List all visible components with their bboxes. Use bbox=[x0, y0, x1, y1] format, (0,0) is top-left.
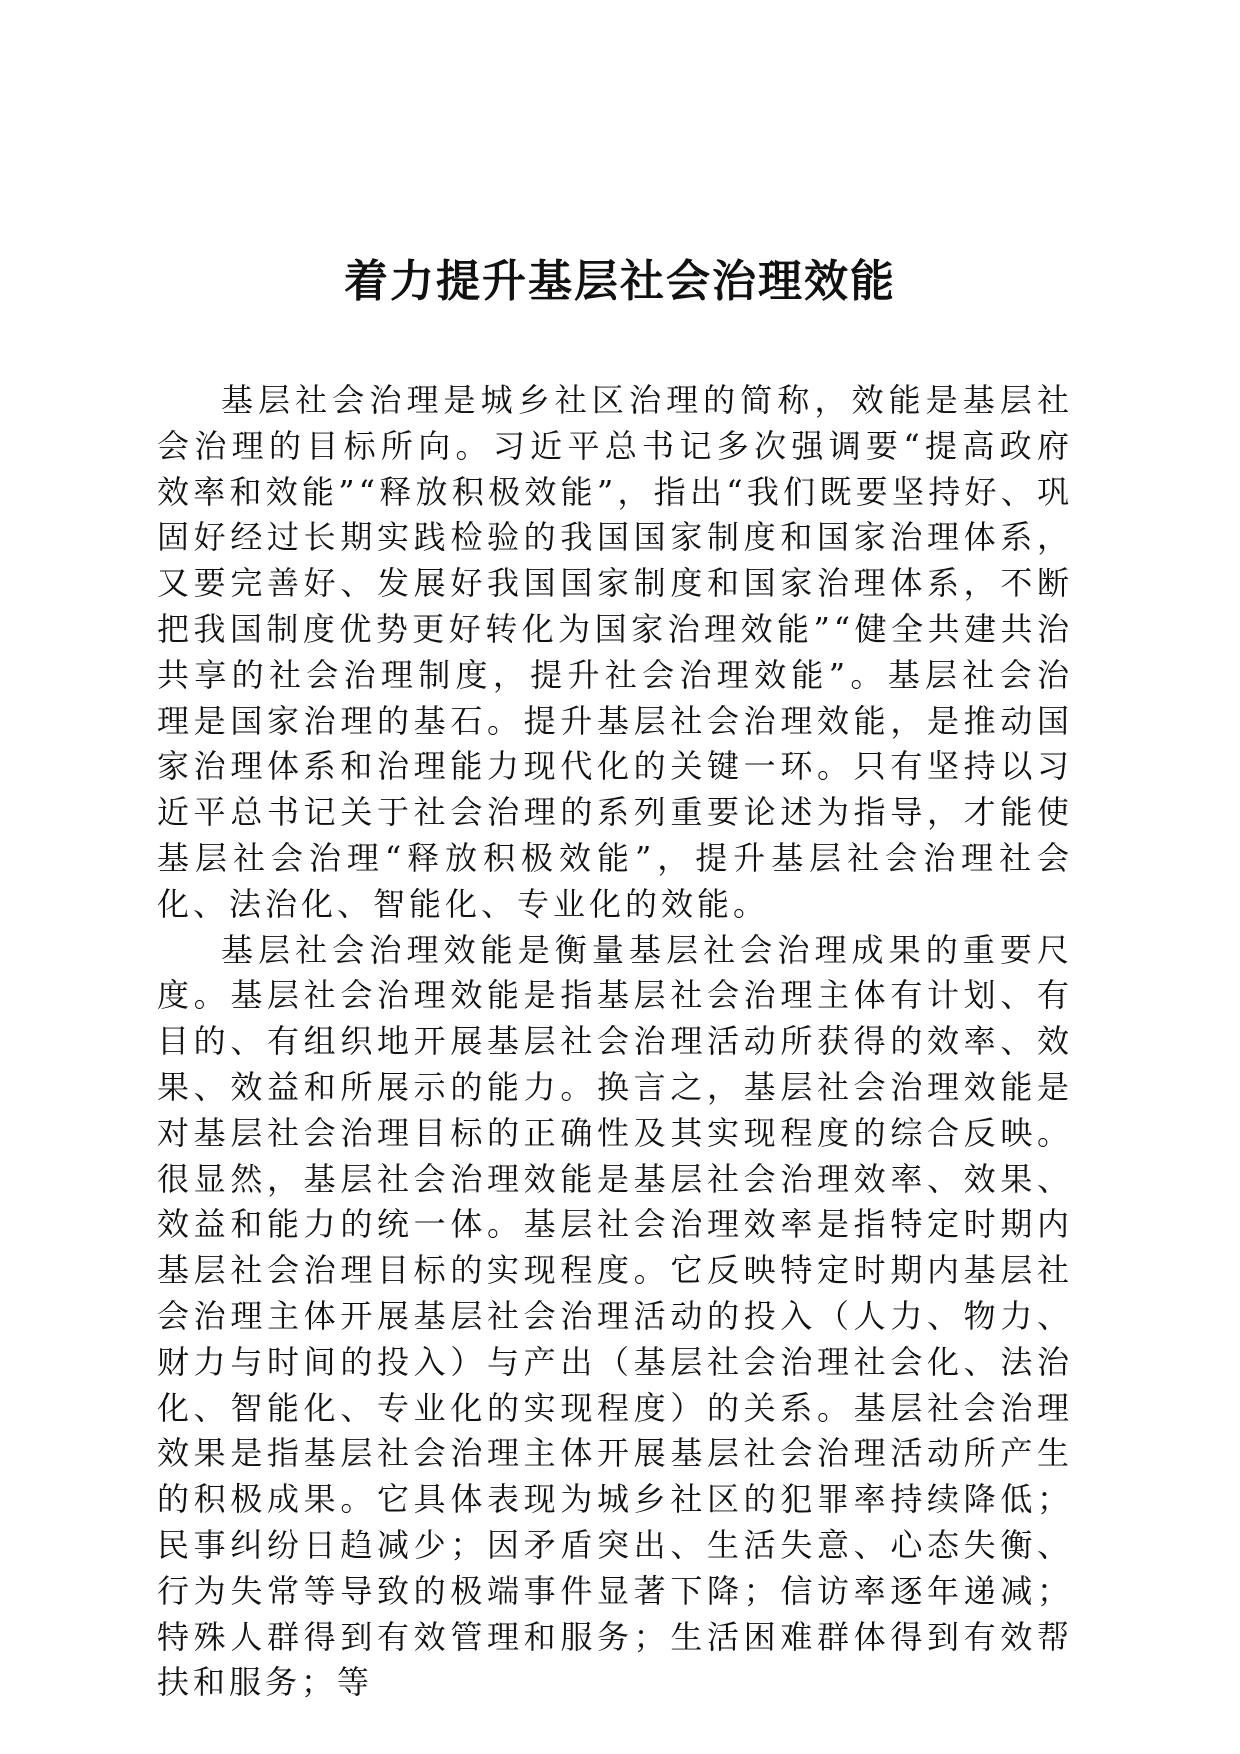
paragraph-1: 基层社会治理是城乡社区治理的简称，效能是基层社会治理的目标所向。习近平总书记多次强调要“提高政府效率和效能”“释放积极效能”，指出“我们既要坚持好、巩固好经过长期实践检验的我国国家制度和国家治理体系，又要完善好、发展好我国国家制度和国家治理体系，不断把我国制度优势更好转化为国家治理效能”“健全共建共治共享的社会治理制度，提升社会治理效能”。基层社会治理是国家治理的基石。提升基层社会治理效能，是推动国家治理体系和治理能力现代化的关键一环。只有坚持以习近平总书记关于社会治理的系列重要论述为指导，才能使基层社会治理“释放积极效能”，提升基层社会治理社会化、法治化、智能化、专业化的效能。 bbox=[157, 381, 1073, 923]
paragraph-2: 基层社会治理效能是衡量基层社会治理成果的重要尺度。基层社会治理效能是指基层社会治理主体有计划、有目的、有组织地开展基层社会治理活动所获得的效率、效果、效益和所展示的能力。换言之，基层社会治理效能是对基层社会治理目标的正确性及其实现程度的综合反映。很显然，基层社会治理效能是基层社会治理效率、效果、效益和能力的统一体。基层社会治理效率是指特定时期内基层社会治理目标的实现程度。它反映特定时期内基层社会治理主体开展基层社会治理活动的投入（人力、物力、财力与时间的投入）与产出（基层社会治理社会化、法治化、智能化、专业化的实现程度）的关系。基层社会治理效果是指基层社会治理主体开展基层社会治理活动所产生的积极成果。它具体表现为城乡社区的犯罪率持续降低；民事纠纷日趋减少；因矛盾突出、生活失意、心态失衡、行为失常等导致的极端事件显著下降；信访率逐年递减；特殊人群得到有效管理和服务；生活困难群体得到有效帮扶和服务；等 bbox=[157, 930, 1073, 1702]
document-body bbox=[157, 378, 1073, 1706]
document-title: 着力提升基层社会治理效能 bbox=[344, 256, 896, 307]
